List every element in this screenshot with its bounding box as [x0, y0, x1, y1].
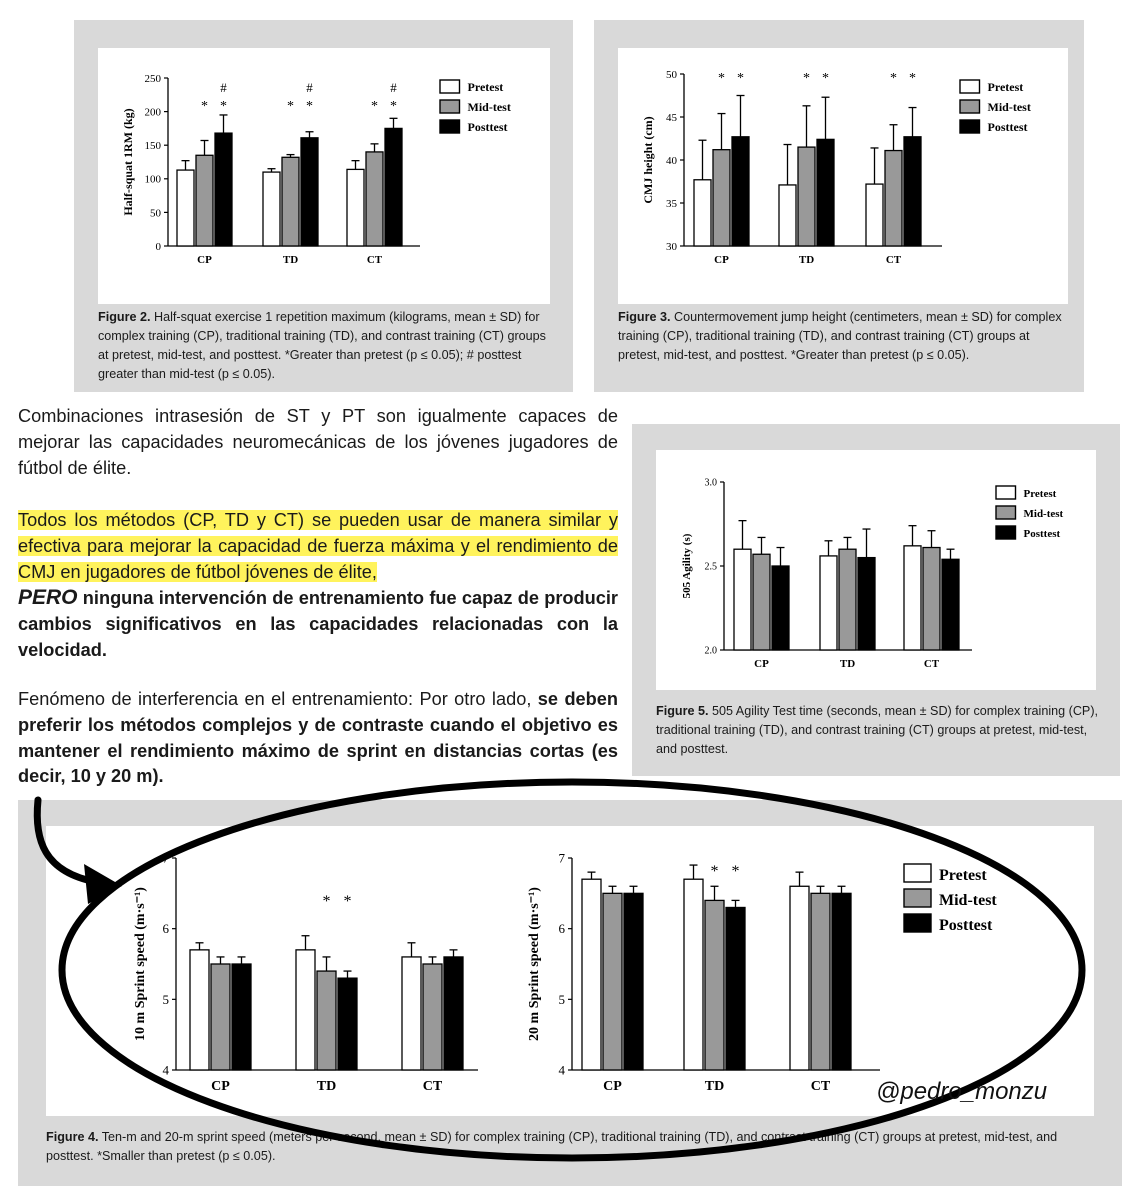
significance-marker: *	[890, 71, 897, 86]
category-label: TD	[282, 254, 299, 266]
figure-4-caption-text: Ten-m and 20-m sprint speed (meters per second, mean ± SD) for complex training (CP), traditional training (TD), and contrast training (CT) groups at pretest, mid-test, and posttest. *Smaller than pretest (p ≤ 0.05).	[46, 1130, 1058, 1163]
significance-marker: *	[201, 99, 208, 114]
paragraph-methods	[18, 508, 618, 664]
bar-mid-test	[705, 900, 724, 1070]
legend-label: Posttest	[1023, 528, 1061, 540]
category-label: CP	[211, 1079, 230, 1094]
significance-marker: #	[390, 80, 397, 95]
y-tick-label: 2.5	[704, 561, 717, 573]
y-axis-label: CMJ height (cm)	[641, 116, 655, 204]
legend-swatch	[904, 914, 931, 932]
pero-emphasis: PERO	[18, 586, 78, 610]
category-label: TD	[798, 254, 815, 266]
category-label: CP	[197, 254, 212, 266]
y-tick-label: 7	[162, 850, 169, 866]
y-tick-label: 40	[666, 154, 677, 167]
y-tick-label: 100	[144, 173, 161, 186]
legend-label: Pretest	[939, 867, 987, 884]
y-axis-label: 505 Agility (s)	[681, 533, 693, 599]
figure-2-caption-text: Half-squat exercise 1 repetition maximum (kilograms, mean ± SD) for complex training (CP), traditional training (TD), and contrast training (CT) groups at pretest, mid-test, and posttest. *Greater than pretest (p ≤ 0.05); # posttest greater than mid-test (p ≤ 0.05).	[98, 310, 546, 381]
significance-marker: *	[371, 99, 378, 114]
author-handle: @pedro_monzu	[876, 1078, 1048, 1105]
legend-label: Mid-test	[987, 100, 1031, 114]
y-tick-label: 3.0	[704, 477, 717, 489]
legend-label: Mid-test	[467, 100, 511, 114]
category-label: TD	[839, 658, 856, 670]
y-tick-label: 4	[558, 1062, 565, 1078]
legend-label: Pretest	[467, 80, 504, 94]
y-tick-label: 7	[558, 850, 565, 866]
significance-marker: *	[322, 893, 331, 910]
y-tick-label: 4	[162, 1062, 169, 1078]
significance-marker: #	[220, 80, 227, 95]
y-tick-label: 6	[558, 921, 565, 937]
figure-5-caption-label: Figure 5.	[656, 704, 709, 718]
significance-marker: *	[822, 71, 829, 86]
bar-posttest	[726, 907, 745, 1070]
y-axis-label: 10 m Sprint speed (m·s⁻¹)	[133, 887, 148, 1041]
bar-posttest	[832, 893, 851, 1070]
y-tick-label: 6	[162, 921, 169, 937]
legend-label: Posttest	[987, 120, 1028, 134]
category-label: CP	[754, 658, 769, 670]
y-axis-label: Half-squat 1RM (kg)	[121, 108, 135, 216]
figure-4-caption-label: Figure 4.	[46, 1130, 99, 1144]
significance-marker: *	[718, 71, 725, 86]
y-tick-label: 150	[144, 140, 161, 153]
bar-pretest	[790, 886, 809, 1070]
paragraph-combinations: Combinaciones intrasesión de ST y PT son igualmente capaces de mejorar las capacidades neuromecánicas de los jóvenes jugadores de fútbol de élite.	[18, 406, 618, 478]
bar-mid-test	[603, 893, 622, 1070]
significance-marker: *	[343, 893, 352, 910]
bar-pretest	[582, 879, 601, 1070]
y-tick-label: 200	[144, 106, 161, 119]
significance-marker: *	[287, 99, 294, 114]
y-tick-label: 0	[155, 240, 161, 253]
speed-conclusion-text: ninguna intervención de entrenamiento fue capaz de producir cambios significativos en las capacidades relacionadas con la velocidad.	[18, 588, 618, 660]
body-text-conclusion	[18, 508, 618, 664]
significance-marker: *	[220, 99, 227, 114]
legend-label: Mid-test	[1023, 508, 1064, 520]
legend-label: Pretest	[1023, 488, 1057, 500]
y-tick-label: 30	[666, 240, 677, 253]
paragraph-interference	[18, 687, 618, 790]
y-tick-label: 50	[666, 68, 677, 81]
category-label: CT	[885, 254, 902, 266]
highlighted-text: Todos los métodos (CP, TD y CT) se pueden usar de manera similar y efectiva para mejorar la capacidad de fuerza máxima y el rendimiento de CMJ en jugadores de fútbol jóvenes de élite,	[18, 510, 618, 582]
category-label: CT	[366, 254, 383, 266]
category-label: CT	[422, 1079, 443, 1094]
bar-pretest	[684, 879, 703, 1070]
significance-marker: *	[306, 99, 313, 114]
legend-label: Posttest	[467, 120, 508, 134]
y-tick-label: 5	[558, 991, 565, 1007]
significance-marker: *	[710, 863, 719, 880]
figure-3-caption-text: Countermovement jump height (centimeters, mean ± SD) for complex training (CP), traditional training (TD), and contrast training (CT) groups at pretest, mid-test, and posttest. *Greater than pretest (p ≤ 0.05).	[618, 310, 1062, 362]
category-label: CT	[810, 1079, 831, 1094]
y-axis-label: 20 m Sprint speed (m·s⁻¹)	[527, 887, 542, 1041]
legend-swatch	[904, 889, 931, 907]
significance-marker: *	[390, 99, 397, 114]
y-tick-label: 5	[162, 991, 169, 1007]
significance-marker: *	[731, 863, 740, 880]
figure-5-caption-text: 505 Agility Test time (seconds, mean ± SD) for complex training (CP), traditional training (TD), and contrast training (CT) groups at pretest, mid-test, and posttest.	[656, 704, 1099, 756]
body-text	[18, 404, 618, 481]
figure-3-caption-label: Figure 3.	[618, 310, 671, 324]
significance-marker: *	[737, 71, 744, 86]
significance-marker: *	[803, 71, 810, 86]
category-label: TD	[704, 1079, 725, 1094]
y-tick-label: 250	[144, 72, 161, 85]
interference-recommendation: se deben preferir los métodos complejos y de contraste cuando el objetivo es mantener el rendimiento máximo de sprint en distancias cortas (es decir, 10 y 20 m).	[18, 689, 618, 787]
y-tick-label: 35	[666, 197, 677, 210]
figure-2-caption-label: Figure 2.	[98, 310, 151, 324]
category-label: TD	[316, 1079, 337, 1094]
category-label: CT	[923, 658, 940, 670]
interference-intro: Fenómeno de interferencia en el entrenamiento: Por otro lado,	[18, 689, 538, 709]
y-tick-label: 45	[666, 111, 677, 124]
legend-label: Pretest	[987, 80, 1024, 94]
legend-label: Posttest	[939, 917, 993, 934]
legend-swatch	[904, 864, 931, 882]
y-tick-label: 2.0	[704, 645, 717, 657]
bar-mid-test	[811, 893, 830, 1070]
category-label: CP	[714, 254, 729, 266]
y-tick-label: 50	[150, 207, 161, 220]
legend-label: Mid-test	[939, 892, 997, 909]
significance-marker: *	[909, 71, 916, 86]
body-text-interference	[18, 687, 618, 790]
bar-posttest	[624, 893, 643, 1070]
significance-marker: #	[306, 80, 313, 95]
category-label: CP	[603, 1079, 622, 1094]
